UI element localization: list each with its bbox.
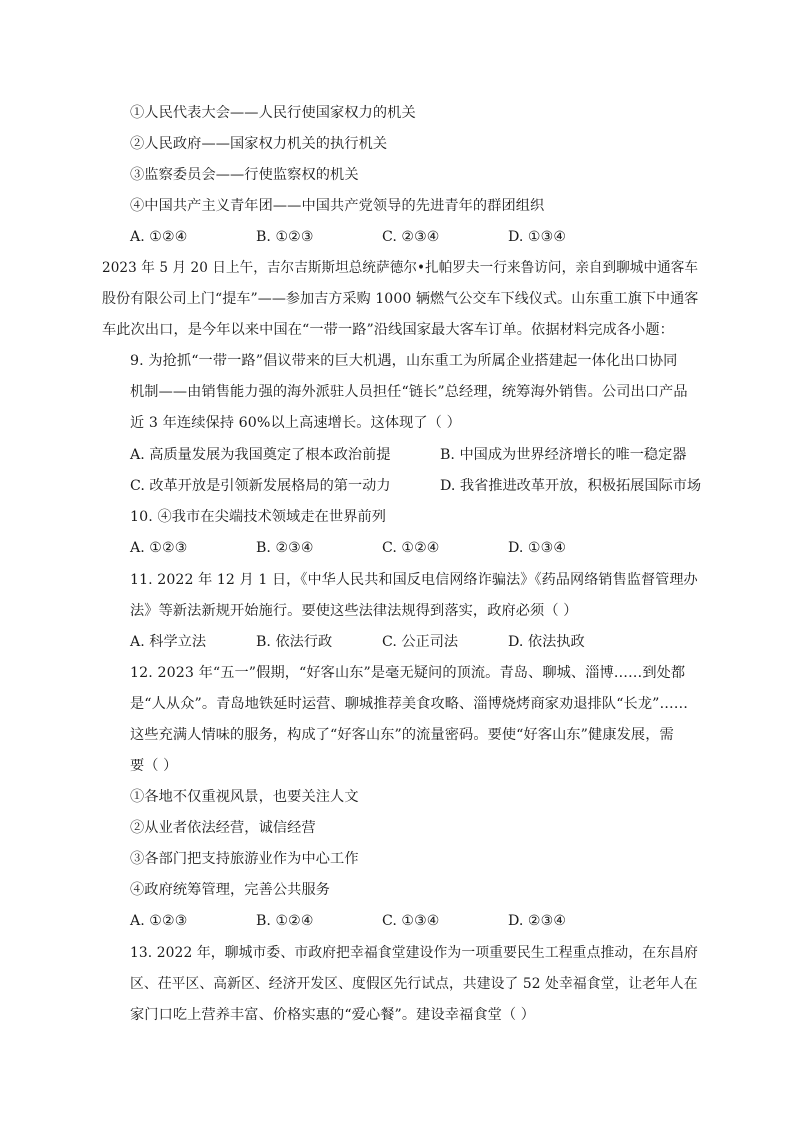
q11-option-c: C. 公正司法 [382, 634, 459, 650]
option-d: D. ①③④ [508, 229, 567, 245]
q9-line-3: 近 3 年连续保持 60%以上高速增长。这体现了（ ） [130, 415, 461, 431]
q9-line-1: 9. 为抢抓“一带一路”倡议带来的巨大机遇，山东重工为所属企业搭建起一体化出口协同 [130, 353, 678, 369]
q9-option-a: A. 高质量发展为我国奠定了根本政治前提 [130, 447, 391, 463]
q12-item-1: ①各地不仅重视风景，也要关注人文 [130, 789, 359, 805]
q12-line-4: 要（ ） [130, 758, 178, 774]
q12-line-3: 这些充满人情味的服务，构成了“好客山东”的流量密码。要使“好客山东”健康发展，需 [130, 727, 674, 743]
q12-item-4: ④政府统筹管理，完善公共服务 [130, 882, 331, 898]
option-b: B. ①②③ [256, 229, 314, 245]
q12-option-c: C. ①③④ [382, 913, 440, 929]
q11-line-2: 法》等新法新规开始施行。要使这些法律法规得到落实，政府必须（ ） [130, 603, 578, 619]
q10-option-c: C. ①②④ [382, 540, 440, 556]
q12-line-2: 是“人从众”。青岛地铁延时运营、聊城推荐美食攻略、淄博烧烤商家劝退排队“长龙”…… [130, 696, 689, 712]
q10-option-a: A. ①②③ [130, 540, 188, 556]
q13-line-2: 区、茌平区、高新区、经济开发区、度假区先行试点，共建设了 52 处幸福食堂，让老年人在 [130, 976, 698, 992]
q9-line-2: 机制——由销售能力强的海外派驻人员担任“链长”总经理，统筹海外销售。公司出口产品 [130, 384, 688, 400]
q9-option-c: C. 改革开放是引领新发展格局的第一动力 [130, 478, 391, 494]
q12-option-a: A. ①②③ [130, 913, 188, 929]
q13-line-1: 13. 2022 年，聊城市委、市政府把幸福食堂建设作为一项重要民生工程重点推动，在东昌府 [130, 945, 698, 961]
item-4: ④中国共产主义青年团——中国共产党领导的先进青年的群团组织 [130, 198, 545, 214]
option-c: C. ②③④ [382, 229, 440, 245]
q12-item-2: ②从业者依法经营，诚信经营 [130, 820, 316, 836]
q9-option-b: B. 中国成为世界经济增长的唯一稳定器 [440, 447, 687, 463]
item-3: ③监察委员会——行使监察权的机关 [130, 167, 359, 183]
material-line-1: 2023 年 5 月 20 日上午，吉尔吉斯斯坦总统萨德尔•扎帕罗夫一行来鲁访问，亲自到聊城中通客车 [102, 260, 699, 276]
q10-line-1: 10. ④我市在尖端技术领域走在世界前列 [130, 509, 387, 525]
q11-line-1: 11. 2022 年 12 月 1 日，《中华人民共和国反电信网络诈骗法》《药品网络销售监督管理办 [130, 572, 698, 588]
q11-option-a: A. 科学立法 [130, 634, 207, 650]
item-2: ②人民政府——国家权力机关的执行机关 [130, 136, 388, 152]
item-1: ①人民代表大会——人民行使国家权力的机关 [130, 105, 416, 121]
q12-option-b: B. ①②④ [256, 913, 314, 929]
q12-line-1: 12. 2023 年“五一”假期，“好客山东”是毫无疑问的顶流。青岛、聊城、淄博……到处都 [130, 665, 686, 681]
material-line-3: 车此次出口，是今年以来中国在“一带一路”沿线国家最大客车订单。依据材料完成各小题： [102, 322, 674, 338]
q11-option-b: B. 依法行政 [256, 634, 333, 650]
option-a: A. ①②④ [130, 229, 188, 245]
q12-option-d: D. ②③④ [508, 913, 567, 929]
q11-option-d: D. 依法执政 [508, 634, 585, 650]
q12-item-3: ③各部门把支持旅游业作为中心工作 [130, 851, 359, 867]
q10-option-d: D. ①③④ [508, 540, 567, 556]
material-line-2: 股份有限公司上门“提车”——参加吉方采购 1000 辆燃气公交车下线仪式。山东重工旗下中通客 [102, 291, 699, 307]
q10-option-b: B. ②③④ [256, 540, 314, 556]
q13-line-3: 家门口吃上营养丰富、价格实惠的“爱心餐”。建设幸福食堂（ ） [130, 1007, 536, 1023]
q9-option-d: D. 我省推进改革开放，积极拓展国际市场 [440, 478, 702, 494]
